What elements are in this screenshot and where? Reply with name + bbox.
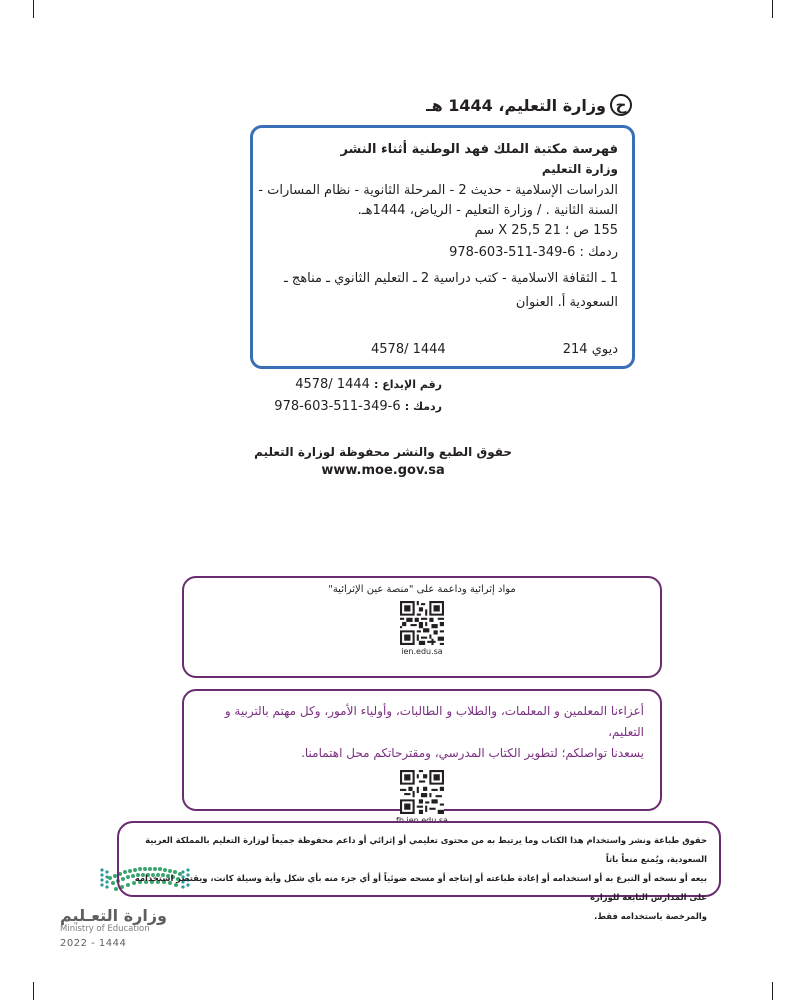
catalog-subject-2: السعودية أ. العنوان	[515, 295, 618, 311]
legal-line-2: بيعه أو نسخه أو التبرع به أو استخدامه أو إعادة طباعته أو إنتاجه أو مسحه ضوئياً أو أي جزء منه بأي شكل وأية وسيلة كانت، ويقتصر استخدامه على المدارس التابعة للوزارة	[134, 872, 707, 902]
qr-code-icon[interactable]	[400, 601, 444, 645]
rights-url[interactable]: www.moe.gov.sa	[321, 463, 445, 478]
catalog-dimensions: 155 ص ؛ 21 X 25,5 سم	[474, 223, 618, 239]
feedback-text	[200, 701, 644, 764]
cataloging-box	[250, 125, 635, 369]
catalog-title: فهرسة مكتبة الملك فهد الوطنية أثناء النشر	[340, 142, 618, 157]
platform-text: مواد إثرائية وداعمة على "منصة عين الإثرائية"	[328, 584, 516, 595]
catalog-classification	[371, 340, 618, 360]
copyright-text: وزارة التعليم، 1444 هـ	[426, 95, 606, 115]
copyright-line	[426, 92, 632, 118]
crop-mark	[33, 982, 34, 1000]
logo-years: 2022 - 1444	[60, 938, 127, 949]
deposit-row	[274, 374, 442, 396]
catalog-description-2: السنة الثانية . / وزارة التعليم - الرياض، 1444هـ.	[357, 202, 618, 218]
legal-line-3: والمرخصة باستخدامه فقط.	[594, 910, 707, 921]
crop-mark	[772, 0, 773, 18]
qr-code-icon[interactable]	[400, 770, 444, 814]
catalog-isbn	[267, 243, 618, 263]
legal-notice-box	[117, 821, 721, 921]
isbn-row	[274, 396, 442, 418]
logo-english-name: Ministry of Education	[60, 924, 150, 934]
feedback-line-1: أعزاءنا المعلمين و المعلمات، والطلاب و الطالبات، وأولياء الأمور، وكل مهتم بالتربية و التعليم،	[224, 704, 644, 739]
isbn-value: 978-603-511-349-6	[274, 399, 401, 415]
feedback-line-2: يسعدنا تواصلكم؛ لتطوير الكتاب المدرسي، ومقترحاتكم محل اهتمامنا.	[301, 746, 644, 760]
deposit-label: رقم الإيداع :	[374, 378, 442, 391]
catalog-subject-1: 1 ـ الثقافة الاسلامية - كتب دراسية 2 ـ التعليم الثانوي ـ مناهج ـ	[283, 271, 618, 287]
platform-box	[182, 576, 662, 678]
catalog-deposit-ref: 1444 /4578	[371, 341, 446, 357]
crop-mark	[33, 0, 34, 18]
deposit-info	[274, 374, 442, 418]
catalog-organization: وزارة التعليم	[541, 162, 618, 177]
rights-block	[254, 445, 512, 478]
dewey	[563, 340, 618, 360]
qr-url[interactable]: ien.edu.sa	[401, 647, 443, 656]
catalog-isbn-label: ردمك :	[579, 245, 618, 261]
logo-arabic-name: وزارة التعـليم	[60, 906, 167, 925]
legal-line-1: حقوق طباعة ونشر واستخدام هذا الكتاب وما يرتبط به من محتوى تعليمي أو إثرائي أو داعم محفوظة جميعاً لوزارة التعليم بالمملكة العربية السعودية، ويُمنع منعاً باتاً	[145, 835, 707, 864]
dewey-label: ديوي	[591, 341, 618, 357]
dewey-number: 214	[562, 341, 588, 357]
catalog-isbn-value: 978-603-511-349-6	[449, 245, 576, 261]
deposit-value: 1444 /4578	[295, 377, 370, 392]
copyright-symbol: ح	[610, 94, 632, 116]
crop-mark	[772, 982, 773, 1000]
feedback-box	[182, 689, 662, 825]
qr-url[interactable]: fb.ien.edu.sa	[396, 816, 448, 825]
rights-text: حقوق الطبع والنشر محفوظة لوزارة التعليم	[254, 445, 512, 459]
catalog-description-1: الدراسات الإسلامية - حديث 2 - المرحلة الثانوية - نظام المسارات -	[258, 182, 618, 198]
isbn-label: ردمك :	[404, 400, 442, 414]
